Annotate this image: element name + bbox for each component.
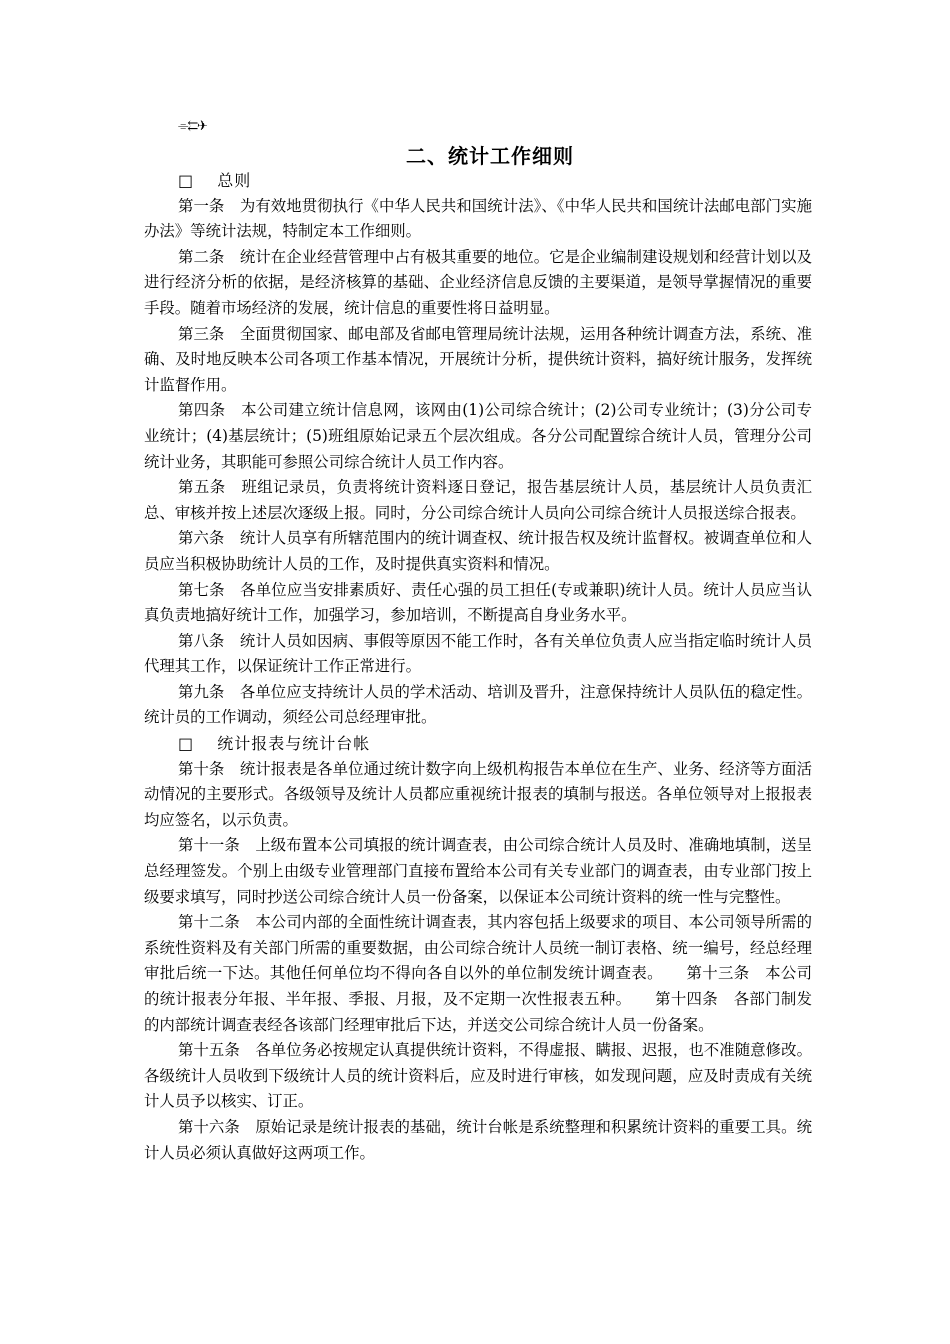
article-paragraph: 第二条 统计在企业经营管理中占有极其重要的地位。它是企业编制建设规划和经营计划以及进行经济分析的依据，是经济核算的基础、企业经济信息反馈的主要渠道，是领导掌握情况的重要手段。随着市场经济的发展，统计信息的重要性将日益明显。 xyxy=(144,247,812,317)
article-paragraph: 第四条 本公司建立统计信息网，该网由(1)公司综合统计；(2)公司专业统计；(3)分公司专业统计；(4)基层统计；(5)班组原始记录五个层次组成。各分公司配置综合统计人员，管理分公司统计业务，其职能可参照公司综合统计人员工作内容。 xyxy=(144,401,812,471)
article-paragraph: 第一条 为有效地贯彻执行《中华人民共和国统计法》、《中华人民共和国统计法邮电部门实施办法》等统计法规，特制定本工作细则。 xyxy=(144,196,812,241)
article-paragraph: 第十二条 本公司内部的全面性统计调查表，其内容包括上级要求的项目、本公司领导所需的系统性资料及有关部门所需的重要数据，由公司综合统计人员统一制订表格、统一编号，经总经理审批后统一下达。其他任何单位均不得向各自以外的单位制发统计调查表。 第十三条 本公司的统计报表分年报、半年报、季报、月报，及不定期一次性报表五种。 第十四条 各部门制发的内部统计调查表经各该部门经理审批后下达，并送交公司综合统计人员一份备案。 xyxy=(144,913,812,1034)
header-glyph: ⌯⇇✈ xyxy=(178,119,207,134)
page-title: 二、统计工作细则 xyxy=(406,144,574,168)
article-paragraph: 第十条 统计报表是各单位通过统计数字向上级机构报告本单位在生产、业务、经济等方面活动情况的主要形式。各级领导及统计人员都应重视统计报表的填制与报送。各单位领导对上报报表均应签名，以示负责。 xyxy=(144,759,812,829)
article-paragraph: 第九条 各单位应支持统计人员的学术活动、培训及晋升，注意保持统计人员队伍的稳定性。统计员的工作调动，须经公司总经理审批。 xyxy=(144,682,812,727)
section-heading: □ 总则 xyxy=(178,171,252,190)
article-paragraph: 第十一条 上级布置本公司填报的统计调查表，由公司综合统计人员及时、准确地填制，送呈总经理签发。个别上由级专业管理部门直接布置给本公司有关专业部门的调查表，由专业部门按上级要求填写，同时抄送公司综合统计人员一份备案，以保证本公司统计资料的统一性与完整性。 xyxy=(144,836,812,906)
section-heading: □ 统计报表与统计台帐 xyxy=(178,734,371,754)
article-paragraph: 第七条 各单位应当安排素质好、责任心强的员工担任(专或兼职)统计人员。统计人员应当认真负责地搞好统计工作，加强学习，参加培训，不断提高自身业务水平。 xyxy=(144,580,812,625)
article-paragraph: 第八条 统计人员如因病、事假等原因不能工作时，各有关单位负责人应当指定临时统计人员代理其工作，以保证统计工作正常进行。 xyxy=(144,631,812,676)
article-paragraph: 第三条 全面贯彻国家、邮电部及省邮电管理局统计法规，运用各种统计调查方法，系统、准确、及时地反映本公司各项工作基本情况，开展统计分析，提供统计资料，搞好统计服务，发挥统计监督作用。 xyxy=(144,324,812,394)
body-text xyxy=(144,168,812,1166)
article-paragraph: 第十六条 原始记录是统计报表的基础，统计台帐是系统整理和积累统计资料的重要工具。统计人员必须认真做好这两项工作。 xyxy=(144,1117,812,1162)
article-paragraph: 第五条 班组记录员，负责将统计资料逐日登记，报告基层统计人员，基层统计人员负责汇总、审核并按上述层次逐级上报。同时，分公司综合统计人员向公司综合统计人员报送综合报表。 xyxy=(144,478,812,522)
article-paragraph: 第十五条 各单位务必按规定认真提供统计资料，不得虚报、瞒报、迟报，也不准随意修改。各级统计人员收到下级统计人员的统计资料后，应及时进行审核，如发现问题，应及时责成有关统计人员予以核实、订正。 xyxy=(144,1041,812,1111)
article-paragraph: 第六条 统计人员享有所辖范围内的统计调查权、统计报告权及统计监督权。被调查单位和人员应当积极协助统计人员的工作，及时提供真实资料和情况。 xyxy=(144,529,812,573)
